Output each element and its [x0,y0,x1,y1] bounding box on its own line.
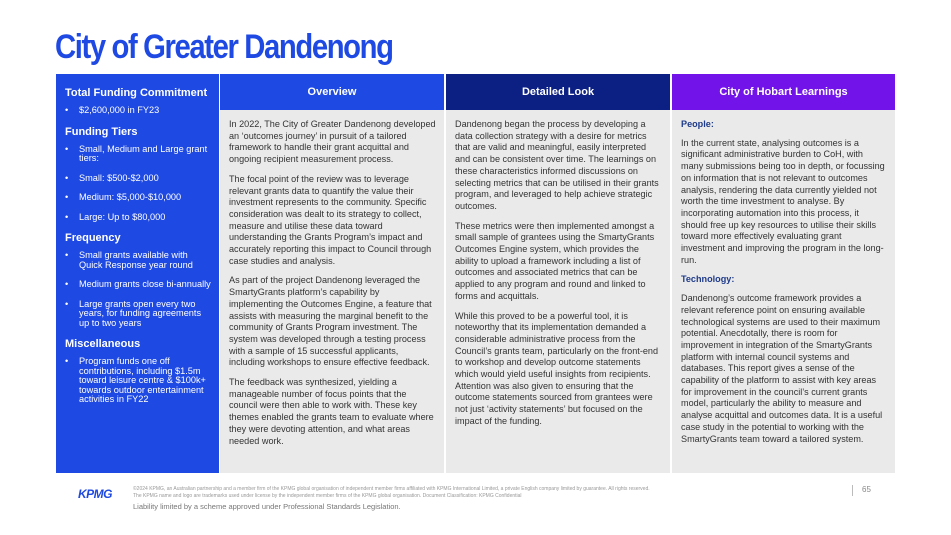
kpmg-logo [78,485,118,506]
overview-body [220,110,444,447]
page-title: City of Greater Dandenong [55,28,393,66]
legal-line: The KPMG name and logo are trademarks used under license by the independent member firms of the KPMG global organisation. Document Classification: KPMG Confidential [133,493,522,499]
overview-header: Overview [220,74,444,110]
list-item: • Small: $500-$2,000 [65,174,211,184]
paragraph: In 2022, The City of Greater Dandenong developed an ‘outcomes journey’ in pursuit of a tailored framework to handle their grant acquittal and ongoing recipient measurement process. [229,119,436,165]
page-number: 65 [862,485,871,494]
technology-text: Dandenong’s outcome framework provides a relevant reference point on ensuring available technological systems are used to their maximum potential. Anecdotally, there is room for improvement in integration of the SmartyGrants platform with internal council systems and databases. This report gives a sense of the capability of the platform to assist with key areas for improvement in the council’s current grants model, particularly the ability to measure and analyse acquittal and outcomes data. It is a useful case study in the potential to working with the SmartyGrants team toward a tailored system. [681,293,883,444]
detailed-look-header: Detailed Look [446,74,670,110]
footer [0,478,951,535]
list-item: • Large grants open every two years, for funding agreements up to two years [65,300,211,329]
total-funding-list [65,106,211,116]
kpmg-logo-text: KPMG [78,487,112,501]
list-item: • Program funds one off contributions, including $1.5m toward leisure centre & $100k+ towards outdoor entertainment activities in FY22 [65,357,211,405]
list-item: • Medium: $5,000-$10,000 [65,193,211,203]
hobart-learnings-body [672,110,895,445]
list-item: • Small, Medium and Large grant tiers: [65,145,211,164]
list-item: • $2,600,000 in FY23 [65,106,211,116]
legal-notice [133,486,833,500]
paragraph: The feedback was synthesized, yielding a manageable number of focus points that the council were then able to work with. These key themes enabled the grants team to evaluate where they were devoting attention, and what areas needed work. [229,377,434,446]
paragraph: While this proved to be a powerful tool, it is noteworthy that its implementation demanded a considerable administrative process from the Council’s grants team, particularly on the front-end to workshop and develop outcome statements which would yield useful insights from recipients. Attention was also given to ensuring that the outcome statements sourced from grantees were not just ‘activity statements’ but focused on the impact of the funding. [455,310,659,426]
liability-notice: Liability limited by a scheme approved under Professional Standards Legislation. [133,502,401,511]
page-number-divider [852,485,853,496]
hobart-learnings-column [672,74,895,473]
people-label: People: [681,119,714,129]
frequency-heading: Frequency [65,232,121,244]
funding-summary-panel [56,74,219,473]
legal-line: ©2024 KPMG, an Australian partnership and a member firm of the KPMG global organisation of independent member firms affiliated with KPMG International Limited, a private English company limited by guarantee. All rights reserved. [133,486,650,492]
hobart-learnings-header: City of Hobart Learnings [672,74,895,110]
detailed-look-body [446,110,670,428]
paragraph: As part of the project Dandenong leveraged the SmartyGrants platform’s capability by implementing the Outcomes Engine, a feature that assists with measuring the marginal benefit to the community of Grants Program investment. The system was developed through a testing process with a sample of 15 successful applicants, including workshops to ensure effective feedback. [229,275,432,368]
overview-column [220,74,444,473]
list-item: • Medium grants close bi-annually [65,280,211,290]
paragraph: Dandenong began the process by developing a data collection strategy with a desire for metrics that are valid and meaningful, easily interpreted and can be consistent over time. The learnings on these characteristics informed discussions on selecting metrics that can be utilised in their grants program, and leveraged to help achieve strategic outcomes. [455,119,659,211]
detailed-look-column [446,74,670,473]
people-text: In the current state, analysing outcomes is a significant administrative burden to CoH, with many submissions being too in depth, or focussing on information that is not relevant to outcomes analysis, rendering the data currently yielded not worth the time investment to analyse. By incorporating automation into this process, it should free up key resources to utilise their skills toward more effectively evaluating grant investment and improving the program in the long-run. [681,137,885,265]
total-funding-heading: Total Funding Commitment [65,87,208,99]
miscellaneous-list [65,357,211,405]
technology-label: Technology: [681,274,735,285]
list-item: • Large: Up to $80,000 [65,213,211,223]
frequency-list [65,251,211,328]
funding-tiers-list [65,145,211,223]
paragraph: The focal point of the review was to leverage relevant grants data to quantify the value their investment represents to the community. Specific consideration was dealt to its strategy to collect, measure and utilise these data toward understanding the Grants Program’s impact and accurately reporting this impact to Council through case studies and analysis. [229,173,432,266]
list-item: • Small grants available with Quick Response year round [65,251,211,270]
paragraph: These metrics were then implemented amongst a small sample of grantees using the SmartyGrants Outcomes Engine system, which provides the ability to upload a framework including a list of outcomes and associated metrics that can be applied to any program and round and linked to forms and acquittals. [455,220,655,301]
miscellaneous-heading: Miscellaneous [65,338,141,350]
funding-tiers-heading: Funding Tiers [65,125,138,138]
